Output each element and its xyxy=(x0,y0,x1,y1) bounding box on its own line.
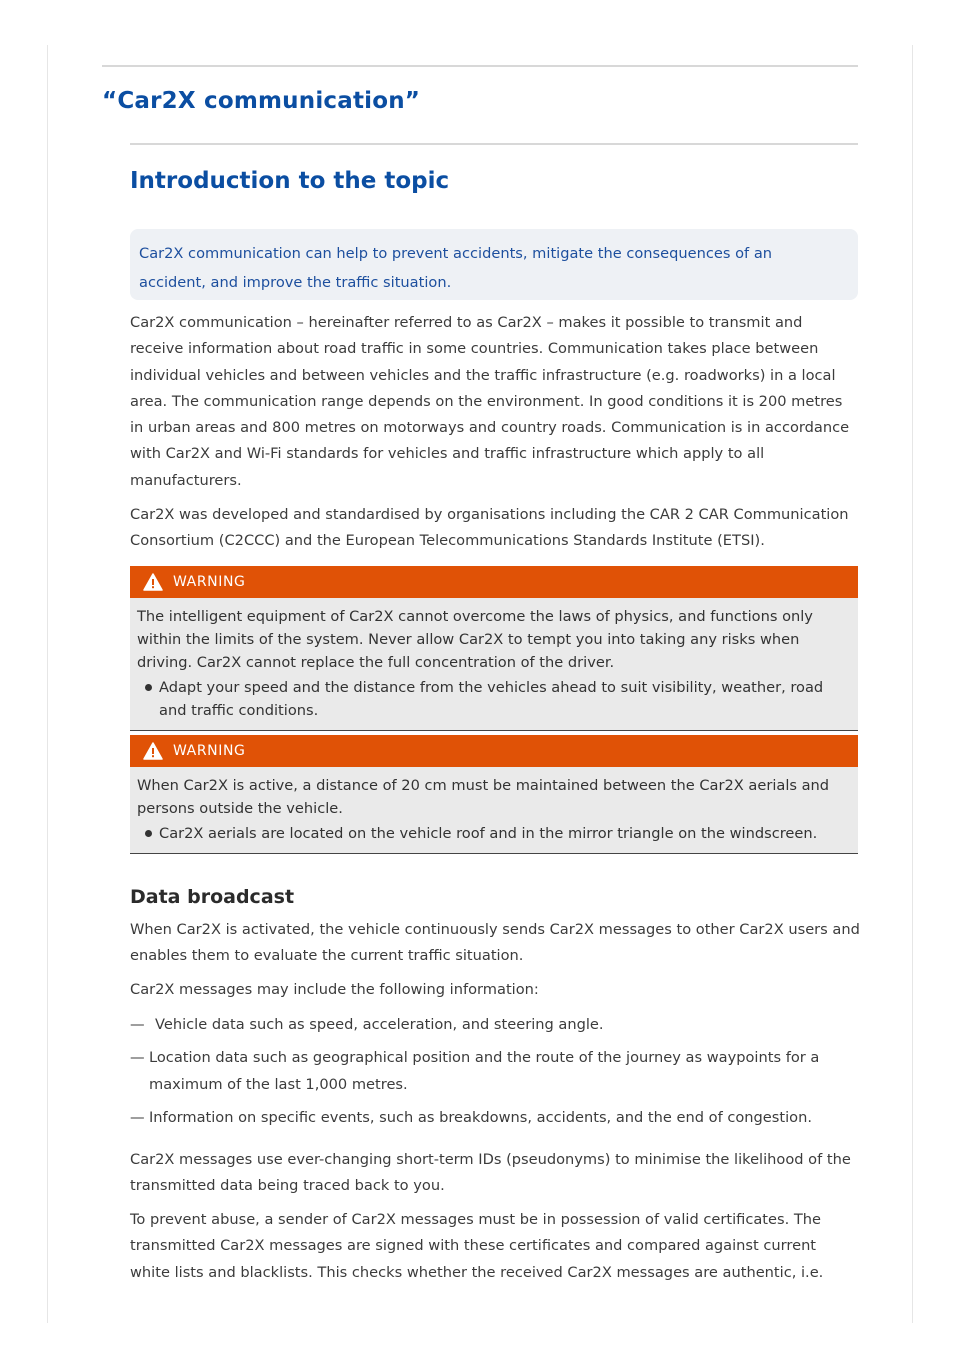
broadcast-paragraph-3: Car2X messages use ever-changing short-term IDs (pseudonyms) to minimise the likelihood of the transmitted data being traced back to you. xyxy=(130,1151,851,1195)
list-item: — Information on specific events, such as breakdowns, accidents, and the end of congestion. xyxy=(130,1105,850,1131)
data-broadcast-heading: Data broadcast xyxy=(130,886,295,908)
warning-body xyxy=(130,767,858,853)
list-item: — Location data such as geographical position and the route of the journey as waypoints for a maximum of the last 1,000 metres. xyxy=(130,1045,850,1098)
list-item: — Vehicle data such as speed, acceleration, and steering angle. xyxy=(130,1012,850,1038)
broadcast-paragraph-4: To prevent abuse, a sender of Car2X messages must be in possession of valid certificates. The transmitted Car2X messages are signed with these certificates and compared against current white lists and blacklists. This checks whether the received Car2X messages are authentic, i.e. xyxy=(130,1211,824,1281)
page-margin-line-left xyxy=(47,45,48,1323)
top-rule xyxy=(102,65,858,67)
warning-bullet: Car2X aerials are located on the vehicle roof and in the mirror triangle on the windscreen. xyxy=(137,822,830,845)
warning-box-2 xyxy=(130,735,858,854)
warning-bullet: Adapt your speed and the distance from the vehicles ahead to suit visibility, weather, road and traffic conditions. xyxy=(137,676,830,722)
broadcast-paragraph-2: Car2X messages may include the following information: xyxy=(130,981,539,998)
broadcast-paragraph-1: When Car2X is activated, the vehicle continuously sends Car2X messages to other Car2X users and enables them to evaluate the current traffic situation. xyxy=(130,921,860,965)
warning-label: WARNING xyxy=(173,574,246,590)
intro-box xyxy=(130,229,858,300)
body-paragraph-2: Car2X was developed and standardised by organisations including the CAR 2 CAR Communication Consortium (C2CCC) and the European Telecommunications Standards Institute (ETSI). xyxy=(130,506,849,550)
warning-text: When Car2X is active, a distance of 20 cm must be maintained between the Car2X aerials and persons outside the vehicle. xyxy=(137,777,830,817)
warning-text: The intelligent equipment of Car2X cannot overcome the laws of physics, and functions only within the limits of the system. Never allow Car2X to tempt you into taking any risks when driving. Car2X cannot replace the full concentration of the driver. xyxy=(137,608,813,671)
page-margin-line-right xyxy=(912,45,913,1323)
warning-header xyxy=(130,566,858,598)
warning-label: WARNING xyxy=(173,743,246,759)
warning-box-1 xyxy=(130,566,858,731)
body-paragraph-1: Car2X communication – hereinafter referred to as Car2X – makes it possible to transmit and receive information about road traffic in some countries. Communication takes place between individual vehicles and between vehicles and the traffic infrastructure (e.g. roadworks) in a local area. The communication range depends on the environment. In good conditions it is 200 metres in urban areas and 800 metres on motorways and country roads. Communication is in accordance with Car2X and Wi-Fi standards for vehicles and traffic infrastructure which apply to all manufacturers. xyxy=(130,314,850,489)
intro-text: Car2X communication can help to prevent accidents, mitigate the consequences of an accident, and improve the traffic situation. xyxy=(139,245,773,291)
section-rule xyxy=(130,143,858,145)
warning-header xyxy=(130,735,858,767)
chapter-title: “Car2X communication” xyxy=(102,88,421,114)
warning-body xyxy=(130,598,858,730)
information-list xyxy=(130,1012,850,1138)
warning-triangle-icon xyxy=(143,742,163,760)
warning-triangle-icon xyxy=(143,573,163,591)
section-title: Introduction to the topic xyxy=(130,168,450,194)
